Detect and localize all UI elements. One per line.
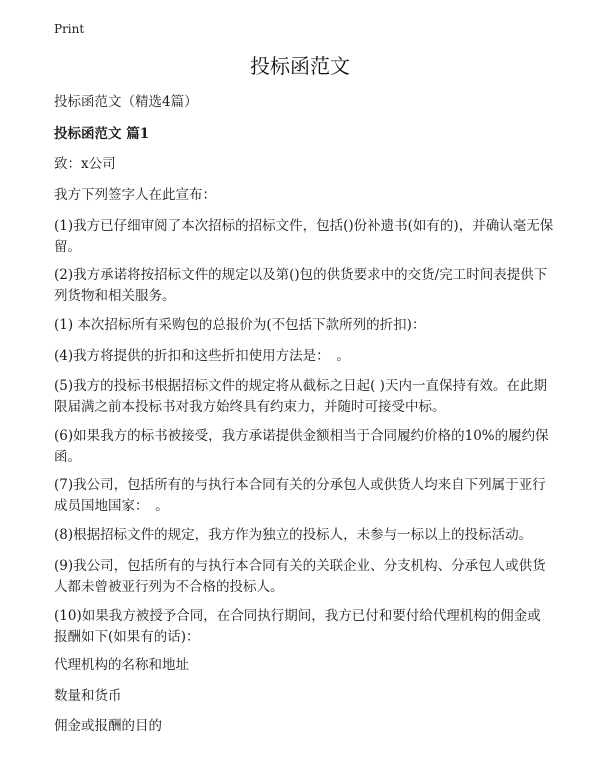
paragraph-commission-purpose: 佣金或报酬的目的 [54, 718, 162, 734]
paragraph-amount-currency: 数量和货币 [54, 688, 122, 704]
paragraph-item-1: (1)我方已仔细审阅了本次招标的招标文件，包括()份补遗书(如有的)，并确认毫无保留。 [54, 218, 554, 255]
paragraph-item-7: (7)我公司，包括所有的与执行本合同有关的分承包人或供货人均来自下列属于亚行成员国地国家： 。 [54, 477, 546, 514]
paragraph-item-6: (6)如果我方的标书被接受，我方承诺提供金额相当于合同履约价格的10%的履约保函。 [54, 428, 549, 465]
section-heading: 投标函范文 篇1 [54, 126, 150, 142]
paragraph-declaration: 我方下列签字人在此宣布： [54, 187, 216, 203]
paragraph-item-4: (4)我方将提供的折扣和这些折扣使用方法是： 。 [54, 348, 350, 364]
print-label[interactable]: Print [54, 22, 85, 36]
paragraph-item-9: (9)我公司，包括所有的与执行本合同有关的关联企业、分支机构、分承包人或供货人都未曾被亚行列为不合格的投标人。 [54, 558, 546, 595]
paragraph-item-10: (10)如果我方被授予合同，在合同执行期间，我方已付和要付给代理机构的佣金或报酬如下(如果有的话)： [54, 608, 541, 645]
paragraph-item-5: (5)我方的投标书根据招标文件的规定将从截标之日起( )天内一直保持有效。在此期限届满之前本投标书对我方始终具有约束力，并随时可接受中标。 [54, 378, 547, 415]
document-title: 投标函范文 [250, 54, 350, 78]
document-subtitle: 投标函范文（精选4篇） [54, 94, 198, 110]
paragraph-item-8: (8)根据招标文件的规定，我方作为独立的投标人，未参与一标以上的投标活动。 [54, 527, 533, 543]
paragraph-item-2: (2)我方承诺将按招标文件的规定以及第()包的供货要求中的交货/完工时间表提供下列货物和相关服务。 [54, 267, 548, 304]
paragraph-agent-name: 代理机构的名称和地址 [54, 657, 189, 673]
paragraph-addressee: 致：x公司 [54, 156, 116, 172]
paragraph-item-3: (1) 本次招标所有采购包的总报价为(不包括下款所列的折扣)： [54, 317, 426, 333]
